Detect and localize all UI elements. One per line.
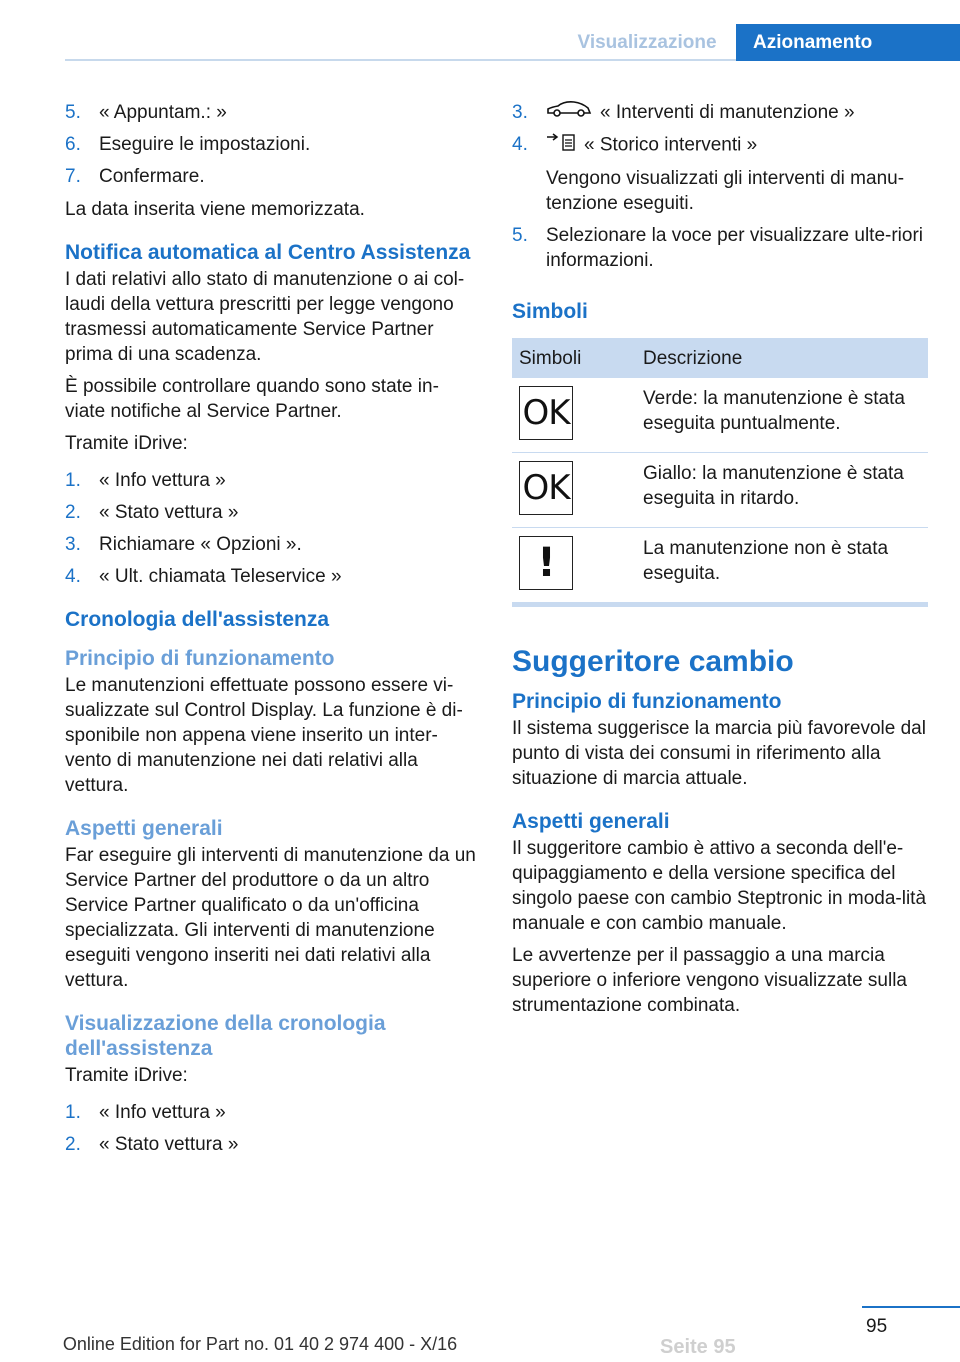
steps-list-b [65,468,477,589]
heading-notifica: Notifica automatica al Centro Assistenza [65,241,471,264]
list-item: 4. « Ult. chiamata Teleservice » [65,566,342,587]
tab-azionamento[interactable]: Azionamento [736,24,960,61]
paragraph-notifica-2: È possibile controllare quando sono state in-viate notifiche al Service Partner. [65,376,439,422]
list-item: 2. « Stato vettura » [65,1134,239,1155]
service-history-icon [546,132,576,159]
watermark: Seite 95 [660,1336,736,1358]
table-row [512,453,928,528]
column-header-descrizione: Descrizione [636,338,928,378]
heading-simboli: Simboli [512,300,588,324]
table-row [512,378,928,453]
list-item: 5. « Appuntam.: » [65,102,227,123]
list-item: 5. Selezionare la voce per visualizzare ulte-riori informazioni. [512,225,924,272]
list-item: 2. « Stato vettura » [65,502,239,523]
steps-list-a [65,100,477,189]
ok-symbol-icon: OK [519,386,573,440]
heading-aspetti: Aspetti generali [65,817,223,840]
paragraph-aspetti-r2: Le avvertenze per il passaggio a una marcia superiore o inferiore vengono visualizzate sulla strumentazione combinata. [512,945,908,1017]
table-cell-description: Giallo: la manutenzione è stata eseguita in ritardo. [636,453,928,528]
table-header-row [512,338,928,378]
table-cell-description: La manutenzione non è stata eseguita. [636,528,928,603]
list-item: 1. « Info vettura » [65,470,226,491]
paragraph-aspetti: Far eseguire gli interventi di manutenzione da un Service Partner del produttore o da un altro Service Partner qualificato o da un'officina specializzata. Gli interventi di manutenzione eseguiti vengono inseriti nei dati relativi alla vettura. [65,845,476,991]
table-cell-description: Verde: la manutenzione è stata eseguita puntualmente. [636,378,928,453]
list-item: 7. Confermare. [65,166,205,187]
heading-suggeritore: Suggeritore cambio [512,645,794,679]
list-item: 6. Eseguire le impostazioni. [65,134,311,155]
page-number-rule [862,1306,960,1308]
ok-symbol-icon: OK [519,461,573,515]
list-item: 3. Richiamare « Opzioni ». [65,534,302,555]
right-column [512,100,928,1025]
paragraph-aspetti-r1: Il suggeritore cambio è attivo a seconda dell'e-quipaggiamento e della versione specifica del singolo paese con cambio Steptronic in moda-lità manuale e con cambio manuale. [512,838,927,935]
paragraph-saved: La data inserita viene memorizzata. [65,199,365,220]
steps-list-d [512,100,928,273]
tab-visualizzazione[interactable]: Visualizzazione [577,32,717,53]
paragraph-principio: Le manutenzioni effettuate possono essere vi-sualizzate sul Control Display. La funzione è di-sponibile non appena viene inserito un inter-vento di manutenzione nei dati relativi alla vettura. [65,675,463,796]
steps-list-c [65,1100,477,1157]
heading-aspetti-r: Aspetti generali [512,810,670,834]
left-column [65,100,477,1165]
column-header-simboli: Simboli [512,338,636,378]
list-item: 1. « Info vettura » [65,1102,226,1123]
heading-visualizzazione: Visualizzazione della cronologia dell'assistenza [65,1012,386,1060]
table-bottom-rule [512,603,928,607]
heading-cronologia: Cronologia dell'assistenza [65,608,330,631]
paragraph-notifica-1: I dati relativi allo stato di manutenzione o ai col-laudi della vettura prescritti per legge vengono trasmessi automaticamente Service Partner prima di una scadenza. [65,269,465,365]
list-item: 4. « Storico interventi » Vengono visualizzati gli interventi di manu-tenzione eseguiti. [512,132,928,216]
footer-edition: Online Edition for Part no. 01 40 2 974 400 - X/16 [62,1334,458,1354]
heading-principio-r: Principio di funzionamento [512,690,782,714]
list-item: 3. « Interventi di manutenzione » [512,100,928,125]
item4-description: Vengono visualizzati gli interventi di manu-tenzione eseguiti. [546,168,905,215]
paragraph-tramite: Tramite iDrive: [65,433,188,454]
page-number: 95 [866,1316,888,1337]
paragraph-tramite-2: Tramite iDrive: [65,1065,188,1086]
symbols-table [512,338,928,603]
table-row [512,528,928,603]
exclamation-symbol-icon: ! [519,536,573,590]
heading-principio: Principio di funzionamento [65,647,335,670]
paragraph-principio-r: Il sistema suggerisce la marcia più favorevole dal punto di vista dei consumi in riferimento alla situazione di marcia attuale. [512,718,926,790]
car-icon [546,100,592,125]
